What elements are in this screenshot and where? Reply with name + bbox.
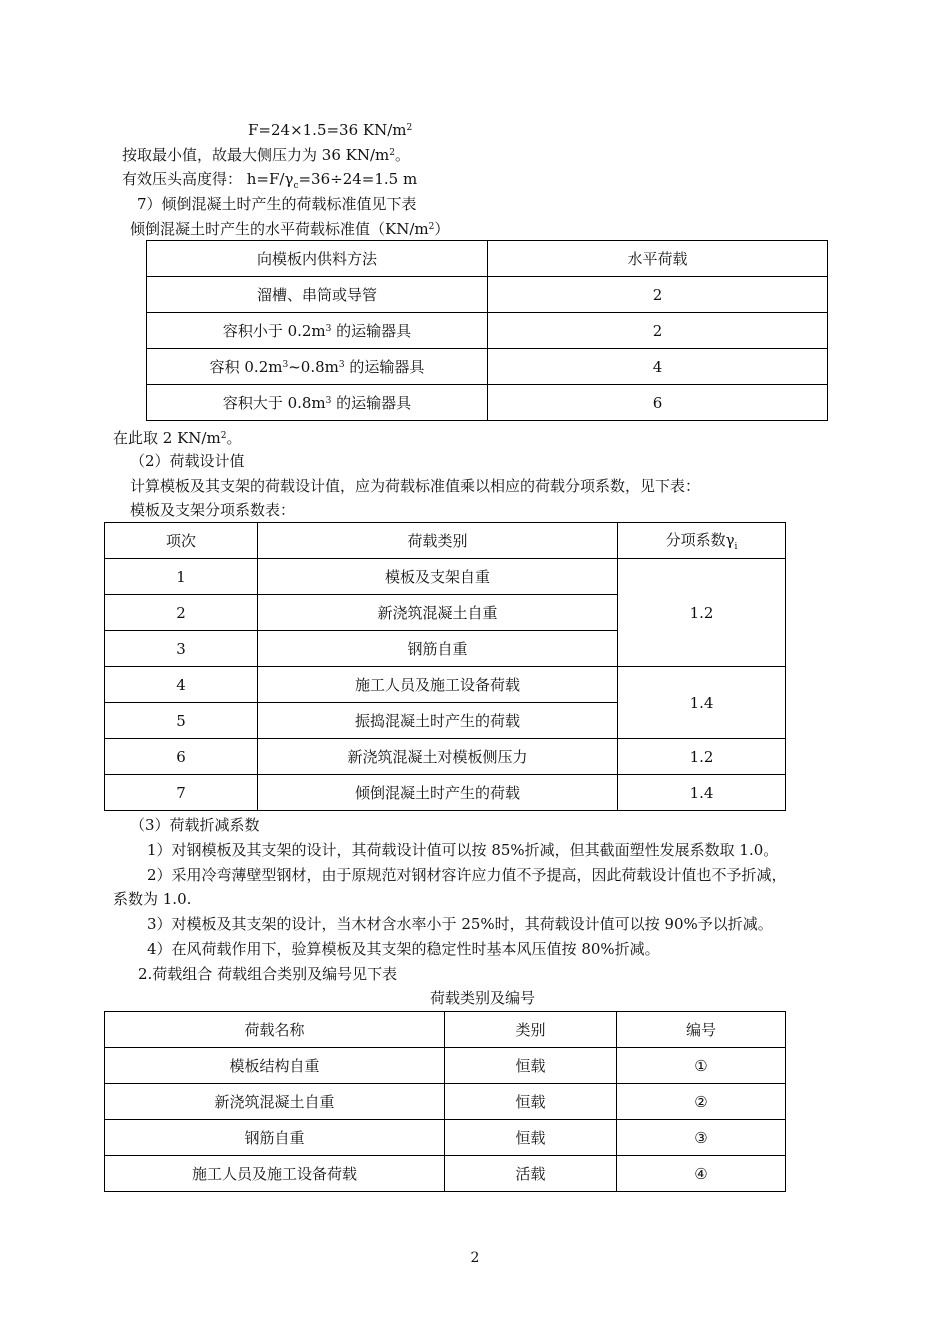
table-row <box>105 1084 786 1120</box>
table-row <box>105 775 786 811</box>
table-row <box>105 1120 786 1156</box>
table2-cell-name: 施工人员及施工设备荷载 <box>258 667 618 703</box>
table1-header-load: 水平荷载 <box>488 241 828 277</box>
text-line-12: 2）采用冷弯薄壁型钢材，由于原规范对钢材容许应力值不予提高，因此荷载设计值也不予折减， <box>147 866 787 884</box>
text-line-4: 7）倾倒混凝土时产生的荷载标准值见下表 <box>137 195 417 213</box>
table2-cell-no: 2 <box>105 595 258 631</box>
table2-cell-no: 6 <box>105 739 258 775</box>
table3-cell-code: ② <box>617 1084 786 1120</box>
text-line-14: 3）对模板及其支架的设计，当木材含水率小于 25%时，其荷载设计值可以按 90%予以折减。 <box>147 915 773 933</box>
table2-cell-name: 新浇筑混凝土自重 <box>258 595 618 631</box>
table3-cell-type: 恒载 <box>445 1120 617 1156</box>
table1-cell-method: 容积小于 $0.2m^3$ 的运输器具 <box>147 313 488 349</box>
table2-cell-no: 1 <box>105 559 258 595</box>
table2-cell-coef: 1.2 <box>618 559 786 667</box>
table1-caption: 倾倒混凝土时产生的水平荷载标准值$(KN/m^2)$ <box>130 220 450 238</box>
table2-cell-name: 振捣混凝土时产生的荷载 <box>258 703 618 739</box>
text-line-3: 有效压头高度得： $h=F/\gamma_c=36\div 24=1.5$ m <box>122 170 418 191</box>
table1-header-method: 向模板内供料方法 <box>147 241 488 277</box>
table3-cell-type: 活载 <box>445 1156 617 1192</box>
text-line-8: 计算模板及其支架的荷载设计值，应为荷载标准值乘以相应的荷载分项系数，见下表： <box>130 477 701 495</box>
table1-cell-value: 2 <box>488 313 828 349</box>
section-heading-design-value: （2）荷载设计值 <box>130 452 245 470</box>
text-line-2: 按取最小值，故最大侧压力为 36 $KN/m^2$。 <box>122 146 410 164</box>
table3-cell-name: 模板结构自重 <box>105 1048 445 1084</box>
table2-cell-no: 7 <box>105 775 258 811</box>
table1-cell-value: 6 <box>488 385 828 421</box>
formula-line-1: F=24×1.5=36 $KN/m^2$ <box>248 121 413 139</box>
table-row <box>105 667 786 703</box>
table2-cell-name: 倾倒混凝土时产生的荷载 <box>258 775 618 811</box>
table-row <box>105 739 786 775</box>
table3-caption: 荷载类别及编号 <box>430 989 536 1007</box>
table2-cell-name: 新浇筑混凝土对模板侧压力 <box>258 739 618 775</box>
table-row <box>147 385 828 421</box>
table1-cell-value: 2 <box>488 277 828 313</box>
table3-cell-code: ③ <box>617 1120 786 1156</box>
table2-cell-no: 3 <box>105 631 258 667</box>
page-number: 2 <box>470 1250 480 1266</box>
table-load-categories <box>104 1011 786 1192</box>
table-row <box>147 277 828 313</box>
table3-cell-type: 恒载 <box>445 1048 617 1084</box>
table-partial-coefficients <box>104 522 786 811</box>
section-heading-reduction: （3）荷载折减系数 <box>130 816 260 834</box>
table1-cell-value: 4 <box>488 349 828 385</box>
table2-cell-coef: 1.4 <box>618 775 786 811</box>
table-row <box>147 349 828 385</box>
table2-cell-name: 模板及支架自重 <box>258 559 618 595</box>
table2-caption: 模板及支架分项系数表： <box>130 501 296 519</box>
table2-cell-no: 4 <box>105 667 258 703</box>
table3-cell-name: 新浇筑混凝土自重 <box>105 1084 445 1120</box>
table3-header-code: 编号 <box>617 1012 786 1048</box>
section-heading-combination: 2.荷载组合 荷载组合类别及编号见下表 <box>138 965 398 983</box>
table2-header-coef: 分项系数$\gamma_i$ <box>618 523 786 559</box>
table2-header-no: 项次 <box>105 523 258 559</box>
table1-cell-method: 溜槽、串筒或导管 <box>147 277 488 313</box>
table2-header-category: 荷载类别 <box>258 523 618 559</box>
table2-cell-name: 钢筋自重 <box>258 631 618 667</box>
table3-cell-type: 恒载 <box>445 1084 617 1120</box>
table2-cell-coef: 1.2 <box>618 739 786 775</box>
table2-cell-coef: 1.4 <box>618 667 786 739</box>
table1-cell-method: 容积大于 $0.8m^3$ 的运输器具 <box>147 385 488 421</box>
table-row <box>147 313 828 349</box>
table-row <box>105 1156 786 1192</box>
table3-header-type: 类别 <box>445 1012 617 1048</box>
table3-header-name: 荷载名称 <box>105 1012 445 1048</box>
text-line-6: 在此取 2 $KN/m^2$。 <box>113 429 242 447</box>
table1-cell-method: 容积 $0.2m^3\sim 0.8m^3$ 的运输器具 <box>147 349 488 385</box>
table-row <box>105 559 786 595</box>
table3-cell-name: 施工人员及施工设备荷载 <box>105 1156 445 1192</box>
text-line-15: 4）在风荷载作用下，验算模板及其支架的稳定性时基本风压值按 80%折减。 <box>147 940 660 958</box>
table-pouring-load <box>146 240 828 421</box>
table3-cell-code: ① <box>617 1048 786 1084</box>
table3-cell-name: 钢筋自重 <box>105 1120 445 1156</box>
text-line-11: 1）对钢模板及其支架的设计，其荷载设计值可以按 85%折减，但其截面塑性发展系数取 1.0。 <box>147 841 779 859</box>
table3-cell-code: ④ <box>617 1156 786 1192</box>
table2-cell-no: 5 <box>105 703 258 739</box>
table-row <box>105 1048 786 1084</box>
text-line-13: 系数为 1.0. <box>113 890 192 908</box>
